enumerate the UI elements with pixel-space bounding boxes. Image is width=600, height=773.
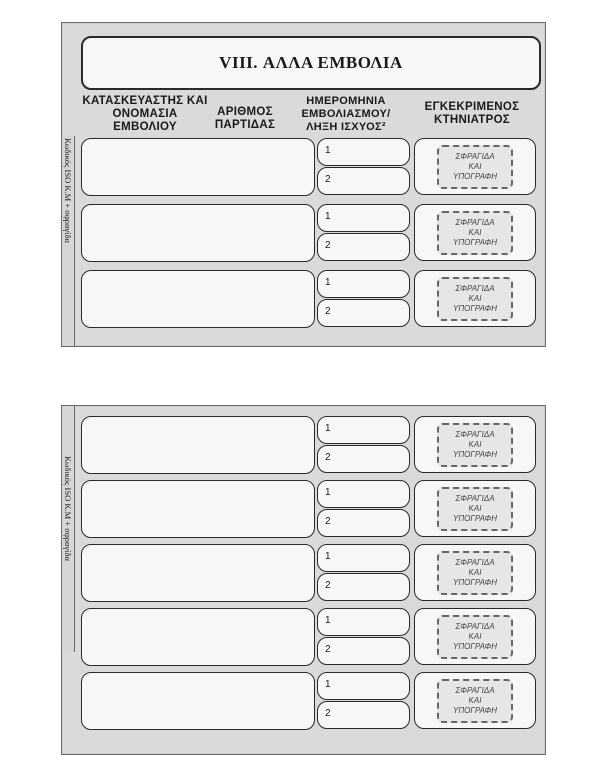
vaccine-name-field[interactable] <box>81 672 315 730</box>
date-index-label: 1 <box>325 551 331 562</box>
vet-signature-field[interactable] <box>414 270 536 327</box>
date-fields <box>317 672 410 730</box>
stamp-text: ΥΠΟΓΡΑΦΗ <box>452 171 497 181</box>
validity-date-field[interactable] <box>317 509 410 537</box>
header-batch: ΑΡΙΘΜΟΣ ΠΑΡΤΙΔΑΣ <box>214 106 276 131</box>
stamp-text: ΥΠΟΓΡΑΦΗ <box>452 303 497 313</box>
date-index-label: 2 <box>325 240 331 251</box>
side-strip <box>62 406 75 652</box>
stamp-text: ΣΦΡΑΓΙΔΑ <box>455 429 495 439</box>
validity-date-field[interactable] <box>317 233 410 261</box>
date-fields <box>317 204 410 262</box>
date-index-label: 2 <box>325 516 331 527</box>
validity-date-field[interactable] <box>317 445 410 473</box>
stamp-text: ΣΦΡΑΓΙΔΑ <box>455 151 495 161</box>
stamp-text: ΥΠΟΓΡΑΦΗ <box>452 577 497 587</box>
vaccination-date-field[interactable] <box>317 138 410 166</box>
vaccine-name-field[interactable] <box>81 138 315 196</box>
header-manufacturer: ΚΑΤΑΣΚΕΥΑΣΤΗΣ ΚΑΙ ΟΝΟΜΑΣΙΑ ΕΜΒΟΛΙΟΥ <box>82 95 208 133</box>
vaccine-name-field[interactable] <box>81 480 315 538</box>
stamp-placeholder <box>437 277 513 321</box>
vaccination-date-field[interactable] <box>317 270 410 298</box>
date-index-label: 2 <box>325 580 331 591</box>
date-index-label: 2 <box>325 644 331 655</box>
form-page-1 <box>61 22 546 347</box>
vaccination-date-field[interactable] <box>317 608 410 636</box>
stamp-placeholder <box>437 615 513 659</box>
vaccination-date-field[interactable] <box>317 204 410 232</box>
vet-signature-field[interactable] <box>414 416 536 473</box>
vaccine-name-field[interactable] <box>81 204 315 262</box>
vet-signature-field[interactable] <box>414 138 536 195</box>
stamp-text: ΣΦΡΑΓΙΔΑ <box>455 557 495 567</box>
stamp-text: ΚΑΙ <box>468 503 482 513</box>
date-index-label: 1 <box>325 211 331 222</box>
vaccination-date-field[interactable] <box>317 544 410 572</box>
date-index-label: 1 <box>325 615 331 626</box>
header-date: ΗΜΕΡΟΜΗΝΙΑ ΕΜΒΟΛΙΑΣΜΟΥ/ ΛΗΞΗ ΙΣΧΥΟΣ² <box>301 95 391 133</box>
vaccine-name-field[interactable] <box>81 416 315 474</box>
vaccine-name-field[interactable] <box>81 608 315 666</box>
side-label: Κωδικός ISO K.M + σφραγίδα <box>63 456 73 561</box>
side-strip <box>62 136 75 346</box>
vaccine-name-field[interactable] <box>81 544 315 602</box>
vet-signature-field[interactable] <box>414 608 536 665</box>
validity-date-field[interactable] <box>317 573 410 601</box>
vaccine-name-field[interactable] <box>81 270 315 328</box>
stamp-placeholder <box>437 551 513 595</box>
date-index-label: 1 <box>325 423 331 434</box>
stamp-text: ΥΠΟΓΡΑΦΗ <box>452 641 497 651</box>
vet-signature-field[interactable] <box>414 672 536 729</box>
stamp-text: ΥΠΟΓΡΑΦΗ <box>452 513 497 523</box>
stamp-text: ΚΑΙ <box>468 567 482 577</box>
side-label: Κωδικός ISO K.M + σφραγίδα <box>63 138 73 243</box>
stamp-placeholder <box>437 423 513 467</box>
header-vet: ΕΓΚΕΚΡΙΜΕΝΟΣ ΚΤΗΝΙΑΤΡΟΣ <box>424 101 520 126</box>
stamp-text: ΚΑΙ <box>468 439 482 449</box>
vet-signature-field[interactable] <box>414 480 536 537</box>
date-index-label: 1 <box>325 487 331 498</box>
date-index-label: 2 <box>325 306 331 317</box>
vet-signature-field[interactable] <box>414 204 536 261</box>
date-fields <box>317 608 410 666</box>
vet-signature-field[interactable] <box>414 544 536 601</box>
stamp-text: ΚΑΙ <box>468 293 482 303</box>
validity-date-field[interactable] <box>317 637 410 665</box>
vaccination-date-field[interactable] <box>317 480 410 508</box>
form-page-2 <box>61 405 546 755</box>
stamp-text: ΣΦΡΑΓΙΔΑ <box>455 217 495 227</box>
stamp-text: ΣΦΡΑΓΙΔΑ <box>455 283 495 293</box>
stamp-text: ΥΠΟΓΡΑΦΗ <box>452 237 497 247</box>
stamp-text: ΣΦΡΑΓΙΔΑ <box>455 621 495 631</box>
section-title: VIII. ΑΛΛΑ ΕΜΒΟΛΙΑ <box>81 36 541 90</box>
date-index-label: 2 <box>325 174 331 185</box>
date-fields <box>317 138 410 196</box>
stamp-placeholder <box>437 487 513 531</box>
validity-date-field[interactable] <box>317 701 410 729</box>
date-fields <box>317 270 410 328</box>
date-index-label: 1 <box>325 679 331 690</box>
stamp-text: ΚΑΙ <box>468 161 482 171</box>
stamp-text: ΚΑΙ <box>468 227 482 237</box>
date-index-label: 1 <box>325 145 331 156</box>
date-fields <box>317 416 410 474</box>
date-fields <box>317 544 410 602</box>
stamp-text: ΥΠΟΓΡΑΦΗ <box>452 705 497 715</box>
validity-date-field[interactable] <box>317 299 410 327</box>
date-index-label: 2 <box>325 452 331 463</box>
stamp-placeholder <box>437 211 513 255</box>
validity-date-field[interactable] <box>317 167 410 195</box>
stamp-text: ΚΑΙ <box>468 695 482 705</box>
stamp-text: ΚΑΙ <box>468 631 482 641</box>
date-fields <box>317 480 410 538</box>
stamp-text: ΣΦΡΑΓΙΔΑ <box>455 685 495 695</box>
stamp-text: ΥΠΟΓΡΑΦΗ <box>452 449 497 459</box>
stamp-placeholder <box>437 145 513 189</box>
date-index-label: 2 <box>325 708 331 719</box>
vaccination-date-field[interactable] <box>317 672 410 700</box>
vaccination-date-field[interactable] <box>317 416 410 444</box>
stamp-text: ΣΦΡΑΓΙΔΑ <box>455 493 495 503</box>
stamp-placeholder <box>437 679 513 723</box>
date-index-label: 1 <box>325 277 331 288</box>
